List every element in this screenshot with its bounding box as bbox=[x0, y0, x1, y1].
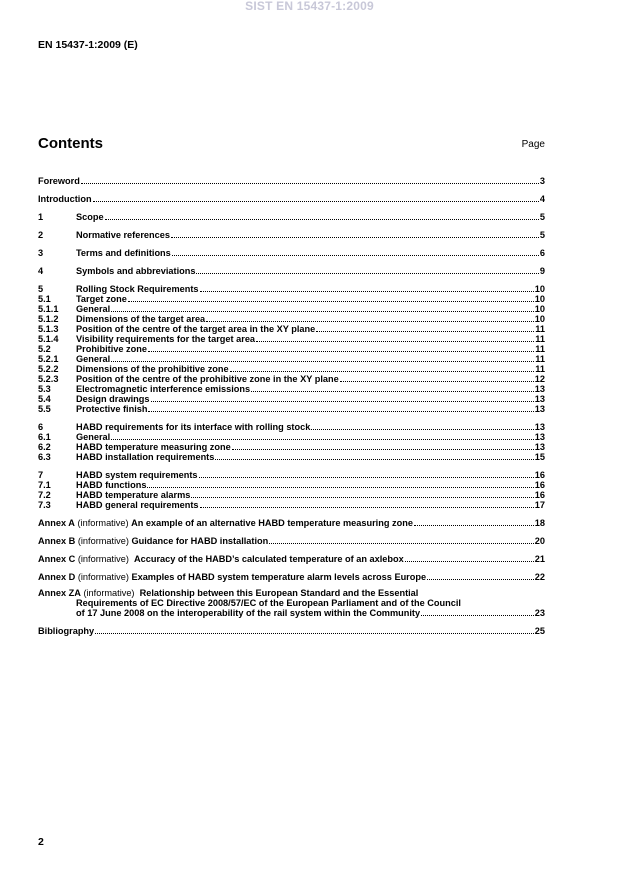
toc-entry[interactable] bbox=[38, 284, 545, 294]
toc-entry-page: 9 bbox=[539, 266, 545, 276]
toc-entry-title: Introduction bbox=[38, 194, 92, 204]
annex-label: Annex C bbox=[38, 554, 76, 564]
toc-entry-title: HABD system requirements bbox=[76, 470, 198, 480]
toc-entry-page: 13 bbox=[534, 404, 545, 414]
toc-entry-page: 10 bbox=[534, 294, 545, 304]
annex-title: An example of an alternative HABD temperature measuring zone bbox=[131, 518, 413, 528]
watermark: SIST EN 15437-1:2009 bbox=[245, 0, 374, 13]
toc-entry[interactable] bbox=[38, 422, 545, 432]
toc-leader-dots bbox=[427, 572, 534, 580]
document-id: EN 15437-1:2009 (E) bbox=[38, 39, 138, 51]
contents-title: Contents bbox=[38, 135, 103, 152]
toc-entry[interactable] bbox=[38, 354, 545, 364]
annex-label: Annex B bbox=[38, 536, 76, 546]
toc-entry-annex[interactable] bbox=[38, 554, 545, 564]
toc-entry-number: 5.2.3 bbox=[38, 374, 59, 384]
page-number: 2 bbox=[38, 836, 44, 848]
toc-entry-annex-za[interactable] bbox=[38, 588, 545, 618]
toc-entry-title: Protective finish bbox=[76, 404, 148, 414]
toc-entry[interactable] bbox=[38, 480, 545, 490]
toc-entry-bibliography[interactable] bbox=[38, 626, 545, 636]
toc-entry-page: 4 bbox=[539, 194, 545, 204]
toc-leader-dots bbox=[200, 284, 534, 292]
toc-entry-title: Scope bbox=[76, 212, 104, 222]
toc-entry-number: 3 bbox=[38, 248, 44, 258]
annex-info: (informative) bbox=[75, 554, 134, 564]
toc-entry[interactable] bbox=[38, 432, 545, 442]
toc-entry-number: 7.2 bbox=[38, 490, 51, 500]
toc-leader-dots bbox=[93, 194, 539, 202]
toc-leader-dots bbox=[200, 500, 534, 508]
toc-entry-page: 5 bbox=[539, 230, 545, 240]
toc-leader-dots bbox=[199, 470, 534, 478]
toc-entry[interactable] bbox=[38, 230, 545, 240]
annex-page: 18 bbox=[534, 518, 545, 528]
toc-entry-title: Target zone bbox=[76, 294, 127, 304]
toc-leader-dots bbox=[215, 452, 533, 460]
toc-entry[interactable] bbox=[38, 304, 545, 314]
toc-entry-title: HABD general requirements bbox=[76, 500, 199, 510]
toc-entry-annex[interactable] bbox=[38, 518, 545, 528]
toc-entry-number: 6 bbox=[38, 422, 44, 432]
toc-entry-title: Electromagnetic interference emissions bbox=[76, 384, 251, 394]
toc-entry-number: 6.2 bbox=[38, 442, 51, 452]
toc-entry-number: 5.1 bbox=[38, 294, 51, 304]
toc-entry-title: Prohibitive zone bbox=[76, 344, 147, 354]
toc-entry-title: General bbox=[76, 432, 111, 442]
toc-entry-number: 1 bbox=[38, 212, 44, 222]
toc-entry-number: 5.5 bbox=[38, 404, 51, 414]
toc-entry-page: 6 bbox=[539, 248, 545, 258]
toc-entry-title: General bbox=[76, 304, 111, 314]
toc-entry[interactable] bbox=[38, 194, 545, 204]
toc-entry-page: 16 bbox=[534, 490, 545, 500]
bibliography-title: Bibliography bbox=[38, 626, 95, 636]
toc-leader-dots bbox=[269, 536, 534, 544]
toc-entry-title: Position of the centre of the prohibitive zone in the XY plane bbox=[76, 374, 339, 384]
annex-title: Guidance for HABD installation bbox=[131, 536, 269, 546]
toc-leader-dots bbox=[81, 176, 539, 184]
toc-entry[interactable] bbox=[38, 470, 545, 480]
toc-entry-page: 11 bbox=[535, 334, 545, 344]
toc-entry-page: 11 bbox=[535, 344, 545, 354]
toc-entry-number: 7.3 bbox=[38, 500, 51, 510]
toc-entry-page: 15 bbox=[534, 452, 545, 462]
toc-entry-title: HABD temperature measuring zone bbox=[76, 442, 231, 452]
toc-leader-dots bbox=[405, 554, 534, 562]
toc-entry-page: 13 bbox=[534, 442, 545, 452]
toc-leader-dots bbox=[105, 212, 539, 220]
toc-entry-title: Dimensions of the prohibitive zone bbox=[76, 364, 229, 374]
toc-entry-page: 10 bbox=[534, 304, 545, 314]
toc-entry-title: Design drawings bbox=[76, 394, 150, 404]
toc-leader-dots bbox=[151, 394, 534, 402]
annex-za-info: (informative) bbox=[80, 588, 140, 598]
toc-entry[interactable] bbox=[38, 314, 545, 324]
toc-entry[interactable] bbox=[38, 364, 545, 374]
toc-entry-page: 17 bbox=[534, 500, 545, 510]
toc-entry-number: 5.3 bbox=[38, 384, 51, 394]
toc-leader-dots bbox=[311, 422, 533, 430]
toc-leader-dots bbox=[316, 324, 534, 332]
toc-entry[interactable] bbox=[38, 248, 545, 258]
annex-label: Annex A bbox=[38, 518, 75, 528]
toc-entry-title: Dimensions of the target area bbox=[76, 314, 206, 324]
toc-entry-title: Symbols and abbreviations bbox=[76, 266, 196, 276]
annex-za-label: Annex ZA bbox=[38, 588, 81, 598]
toc-entry-number: 5.1.4 bbox=[38, 334, 59, 344]
toc-entry-title: Foreword bbox=[38, 176, 80, 186]
toc-entry-number: 7.1 bbox=[38, 480, 51, 490]
annex-label: Annex D bbox=[38, 572, 76, 582]
toc-entry[interactable] bbox=[38, 384, 545, 394]
toc-entry-title: Rolling Stock Requirements bbox=[76, 284, 199, 294]
toc-entry-number: 5.1.1 bbox=[38, 304, 59, 314]
toc-entry-number: 5.4 bbox=[38, 394, 51, 404]
toc-entry[interactable] bbox=[38, 490, 545, 500]
toc-leader-dots bbox=[230, 364, 535, 372]
toc-leader-dots bbox=[111, 432, 534, 440]
table-of-contents bbox=[38, 176, 545, 636]
toc-entry[interactable] bbox=[38, 176, 545, 186]
toc-entry[interactable] bbox=[38, 442, 545, 452]
toc-leader-dots bbox=[148, 404, 533, 412]
toc-entry-page: 16 bbox=[534, 470, 545, 480]
toc-leader-dots bbox=[171, 230, 539, 238]
toc-leader-dots bbox=[251, 384, 534, 392]
toc-leader-dots bbox=[196, 266, 538, 274]
toc-entry[interactable] bbox=[38, 324, 545, 334]
annex-za-title-line3: of 17 June 2008 on the interoperability of the rail system within the Community bbox=[76, 608, 421, 618]
toc-entry-page: 16 bbox=[534, 480, 545, 490]
toc-entry-number: 4 bbox=[38, 266, 44, 276]
toc-entry[interactable] bbox=[38, 452, 545, 462]
annex-za-line3-wrap bbox=[38, 608, 545, 618]
toc-entry-page: 3 bbox=[539, 176, 545, 186]
toc-entry[interactable] bbox=[38, 294, 545, 304]
toc-entry-title: General bbox=[76, 354, 111, 364]
toc-entry-title: Normative references bbox=[76, 230, 170, 240]
annex-page: 22 bbox=[534, 572, 545, 582]
page-column-label: Page bbox=[521, 139, 545, 150]
toc-entry[interactable] bbox=[38, 266, 545, 276]
toc-leader-dots bbox=[414, 518, 534, 526]
toc-entry-number: 5.2.2 bbox=[38, 364, 59, 374]
toc-entry-page: 13 bbox=[534, 422, 545, 432]
toc-entry-number: 6.3 bbox=[38, 452, 51, 462]
annex-za-first-line bbox=[38, 588, 545, 598]
annex-za-page: 23 bbox=[534, 608, 545, 618]
toc-leader-dots bbox=[340, 374, 534, 382]
toc-entry-page: 13 bbox=[534, 384, 545, 394]
toc-leader-dots bbox=[256, 334, 534, 342]
annex-info: (informative) bbox=[75, 536, 132, 546]
toc-entry-title: Terms and definitions bbox=[76, 248, 171, 258]
toc-leader-dots bbox=[147, 480, 533, 488]
annex-info: (informative) bbox=[74, 518, 132, 528]
toc-entry-title: HABD installation requirements bbox=[76, 452, 215, 462]
toc-entry-page: 10 bbox=[534, 314, 545, 324]
toc-leader-dots bbox=[148, 344, 534, 352]
toc-entry-annex[interactable] bbox=[38, 572, 545, 582]
toc-entry-page: 11 bbox=[535, 354, 545, 364]
toc-entry-title: HABD temperature alarms bbox=[76, 490, 191, 500]
toc-leader-dots bbox=[111, 354, 534, 362]
toc-entry-title: HABD functions bbox=[76, 480, 147, 490]
toc-entry[interactable] bbox=[38, 344, 545, 354]
toc-leader-dots bbox=[111, 304, 534, 312]
toc-entry-number: 7 bbox=[38, 470, 44, 480]
toc-entry[interactable] bbox=[38, 394, 545, 404]
toc-entry-number: 5.2 bbox=[38, 344, 51, 354]
toc-entry-page: 13 bbox=[534, 432, 545, 442]
toc-leader-dots bbox=[232, 442, 534, 450]
toc-entry-title: Position of the centre of the target area in the XY plane bbox=[76, 324, 316, 334]
toc-entry-page: 12 bbox=[534, 374, 545, 384]
annex-page: 21 bbox=[534, 554, 545, 564]
toc-entry-page: 5 bbox=[539, 212, 545, 222]
toc-entry-number: 5.1.2 bbox=[38, 314, 59, 324]
toc-leader-dots bbox=[421, 608, 534, 616]
toc-entry-number: 5 bbox=[38, 284, 44, 294]
toc-leader-dots bbox=[95, 626, 534, 634]
toc-entry-number: 2 bbox=[38, 230, 44, 240]
toc-entry-number: 5.2.1 bbox=[38, 354, 59, 364]
toc-entry[interactable] bbox=[38, 404, 545, 414]
toc-entry-page: 11 bbox=[535, 324, 545, 334]
toc-annex-entries bbox=[38, 518, 545, 582]
toc-entry-title: Visibility requirements for the target area bbox=[76, 334, 256, 344]
annex-title: Accuracy of the HABD’s calculated temperature of an axlebox bbox=[134, 554, 404, 564]
toc-main-entries bbox=[38, 176, 545, 510]
annex-page: 20 bbox=[534, 536, 545, 546]
toc-leader-dots bbox=[172, 248, 539, 256]
annex-za-title-line1: Relationship between this European Standard and the Essential bbox=[139, 588, 419, 598]
toc-entry-title: HABD requirements for its interface with rolling stock bbox=[76, 422, 311, 432]
annex-info: (informative) bbox=[75, 572, 132, 582]
toc-entry-page: 11 bbox=[535, 364, 545, 374]
annex-za-title-line2: Requirements of EC Directive 2008/57/EC of the European Parliament and of the Council bbox=[76, 598, 461, 608]
toc-entry-number: 6.1 bbox=[38, 432, 51, 442]
toc-leader-dots bbox=[206, 314, 534, 322]
toc-entry-number: 5.1.3 bbox=[38, 324, 59, 334]
toc-entry-page: 10 bbox=[534, 284, 545, 294]
toc-entry[interactable] bbox=[38, 374, 545, 384]
toc-leader-dots bbox=[191, 490, 533, 498]
toc-entry[interactable] bbox=[38, 500, 545, 510]
toc-entry-page: 13 bbox=[534, 394, 545, 404]
toc-entry-annex[interactable] bbox=[38, 536, 545, 546]
annex-title: Examples of HABD system temperature alarm levels across Europe bbox=[131, 572, 427, 582]
toc-entry[interactable] bbox=[38, 212, 545, 222]
annex-za-line2-wrap bbox=[38, 598, 545, 608]
toc-entry[interactable] bbox=[38, 334, 545, 344]
bibliography-page: 25 bbox=[534, 626, 545, 636]
toc-leader-dots bbox=[128, 294, 534, 302]
